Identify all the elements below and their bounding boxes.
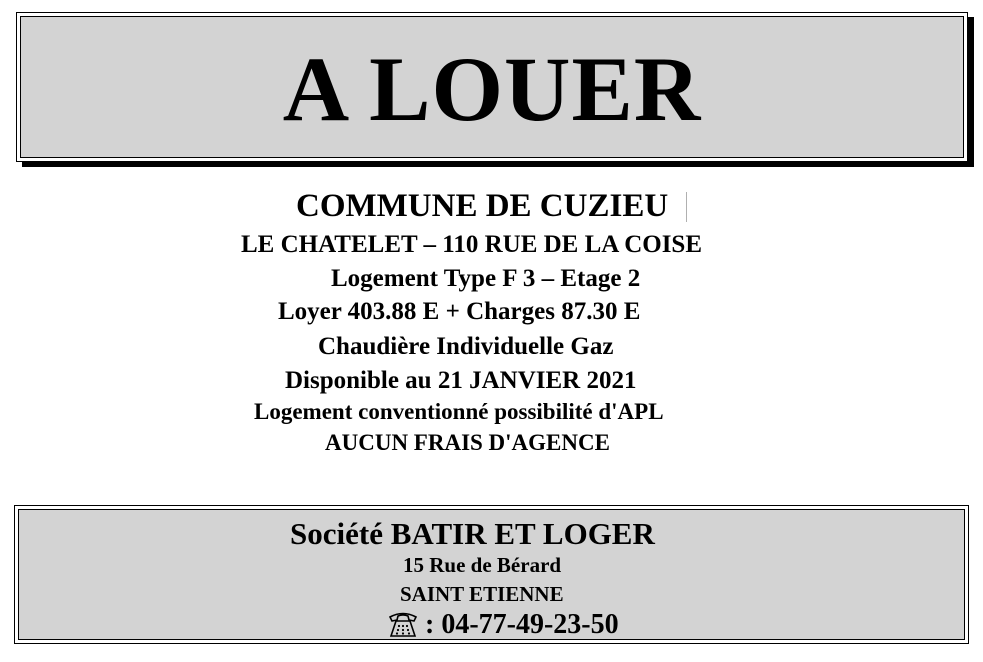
company-city: SAINT ETIENNE <box>400 582 564 606</box>
text-cursor <box>686 192 687 222</box>
contact-box-inner <box>18 509 965 640</box>
commune-heading: COMMUNE DE CUZIEU <box>296 188 669 224</box>
contact-box <box>14 505 969 644</box>
phone-number: : 04-77-49-23-50 <box>425 609 619 640</box>
page-title: A LOUER <box>282 38 702 140</box>
company-street: 15 Rue de Bérard <box>403 553 562 577</box>
title-banner <box>16 12 968 162</box>
property-address: LE CHATELET – 110 RUE DE LA COISE <box>241 231 703 258</box>
availability-date: Disponible au 21 JANVIER 2021 <box>285 367 637 394</box>
rent-and-charges: Loyer 403.88 E + Charges 87.30 E <box>278 298 641 325</box>
apl-eligibility: Logement conventionné possibilité d'APL <box>254 399 664 424</box>
company-name-text: BATIR ET LOGER <box>390 516 655 551</box>
housing-type: Logement Type F 3 – Etage 2 <box>331 265 641 292</box>
agency-fees-note: AUCUN FRAIS D'AGENCE <box>325 430 610 455</box>
company-name <box>290 518 655 549</box>
title-banner-inner <box>20 16 964 158</box>
heating-info: Chaudière Individuelle Gaz <box>318 333 614 360</box>
phone-row <box>387 611 619 639</box>
company-prefix: Société <box>290 516 383 551</box>
telephone-icon <box>387 611 419 639</box>
